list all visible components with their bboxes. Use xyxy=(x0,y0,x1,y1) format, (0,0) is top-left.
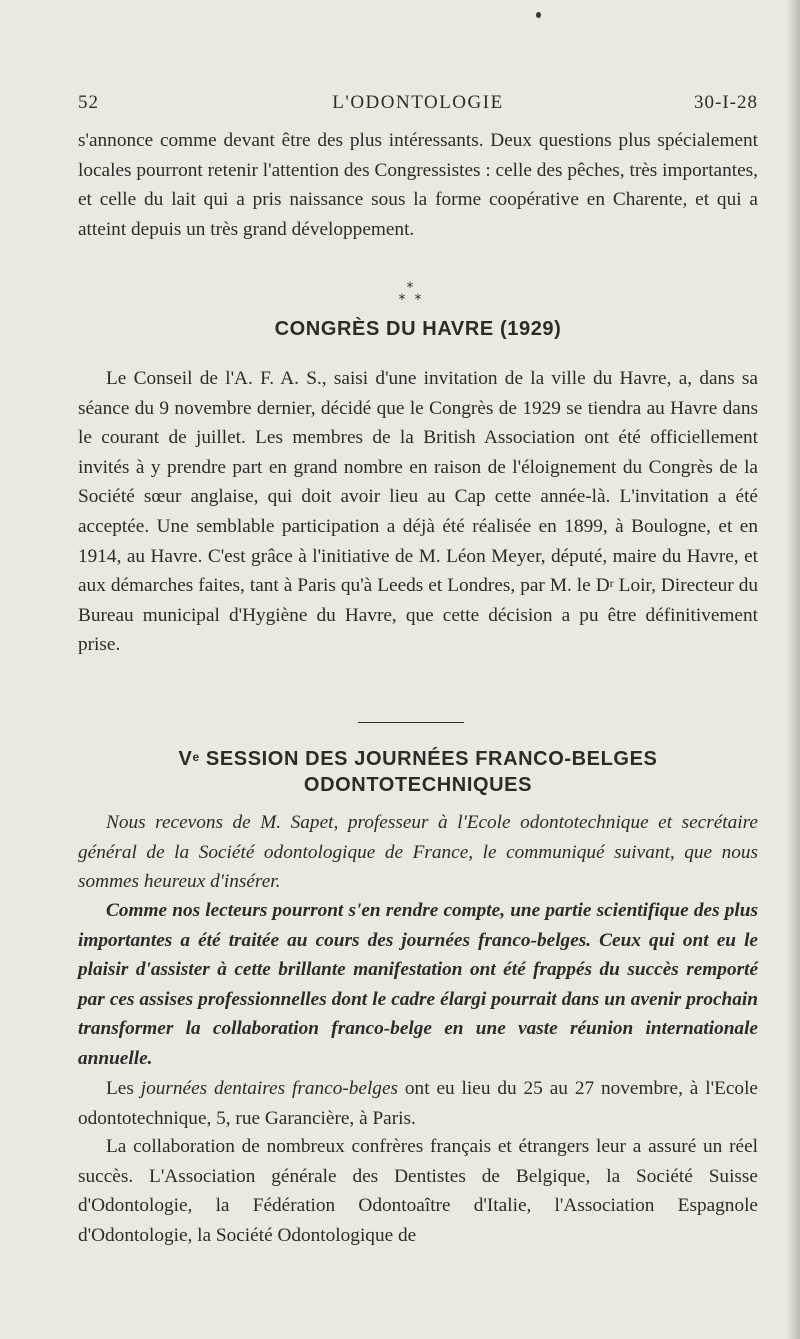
journal-title: L'ODONTOLOGIE xyxy=(332,92,504,113)
congres-paragraph xyxy=(78,364,758,660)
session-collab-paragraph xyxy=(78,1132,758,1250)
session-quote-text: Comme nos lecteurs pourront s'en rendre compte, une partie scientifique des plus importantes a été traitée au cours des journées franco-belges. Ceux qui ont eu le plaisir d'assister à cette brillante manifestation ont été frappés du succès remporté par ces assises professionnelles dont le cadre élargi pourrait dans un avenir prochain transformer la collaboration franco-belge en une vaste réunion internationale annuelle. xyxy=(78,900,758,1069)
asterism-separator xyxy=(380,282,440,306)
session-quote-paragraph xyxy=(78,896,758,1074)
congres-text xyxy=(78,364,758,660)
session-intro-paragraph xyxy=(78,808,758,897)
asterism-bottom: * * xyxy=(398,292,422,308)
session-numeral: V xyxy=(178,748,193,770)
running-header xyxy=(78,92,758,120)
dates-end: ont eu lieu du 25 au 27 novembre, à l'Ecole odontotechnique, 5, rue Garancière, à Paris. xyxy=(78,1078,758,1129)
asterism-top: * xyxy=(406,280,414,296)
dates-start: Les xyxy=(106,1078,141,1099)
congres-text-part1: Le Conseil de l'A. F. A. S., saisi d'une invitation de la ville du Havre, a, dans sa séance du 9 novembre dernier, décidé que le Congrès de 1929 se tiendra au Havre dans le courant de juillet. Les membres de la British Association ont été officiellement invités à y prendre part en grand nombre en raison de l'éloignement du Congrès de la Société sœur anglaise, qui doit avoir lieu au Cap cette année-là. L'invitation a été acceptée. Une semblable participation a déjà été réalisée en 1899, à Boulogne, et en 1914, au Havre. C'est grâce à l'initiative de M. Léon Meyer, député, maire du Havre, et aux démarches faites, tant à Paris qu'à Leeds et Londres, par M. le D xyxy=(78,368,758,597)
section-divider-rule xyxy=(358,722,464,723)
page-edge-shadow xyxy=(786,0,800,1339)
congres-text-part2: Loir, Directeur du Bureau municipal d'Hygiène du Havre, que cette décision a pu être définitivement prise. xyxy=(78,575,758,656)
issue-date: 30-I-28 xyxy=(694,92,758,113)
session-heading-line1 xyxy=(78,746,758,772)
session-heading-line2: ODONTOTECHNIQUES xyxy=(303,774,533,796)
intro-text: s'annonce comme devant être des plus intéressants. Deux questions plus spécialement locales pourront retenir l'attention des Congressistes : celle des pêches, très importantes, et celle du lait qui a pris naissance sous la forme coopérative en Charente, et qui a atteint depuis un très grand développement. xyxy=(78,130,758,240)
dates-italic: journées dentaires franco-belges xyxy=(140,1078,399,1099)
session-collab-text: La collaboration de nombreux confrères français et étrangers leur a assuré un réel succès. L'Association générale des Dentistes de Belgique, la Société Suisse d'Odontologie, la Fédération Odontoaître d'Italie, l'Association Espagnole d'Odontologie, la Société Odontologique de xyxy=(78,1136,758,1246)
section-heading-congres: CONGRÈS DU HAVRE (1929) xyxy=(274,318,562,340)
page-number: 52 xyxy=(78,92,99,113)
session-heading-rest: SESSION DES JOURNÉES FRANCO-BELGES xyxy=(199,748,658,770)
session-numeral-sup: e xyxy=(192,750,200,764)
intro-paragraph xyxy=(78,126,758,244)
ink-speck xyxy=(536,12,541,18)
doctor-superscript: r xyxy=(609,576,614,591)
session-dates-text xyxy=(78,1074,758,1133)
session-dates-paragraph xyxy=(78,1074,758,1133)
session-intro-text: Nous recevons de M. Sapet, professeur à l'Ecole odontotechnique et secrétaire général de la Société odontologique de France, le communiqué suivant, que nous sommes heureux d'insérer. xyxy=(78,812,758,893)
section-heading-session xyxy=(78,746,758,798)
